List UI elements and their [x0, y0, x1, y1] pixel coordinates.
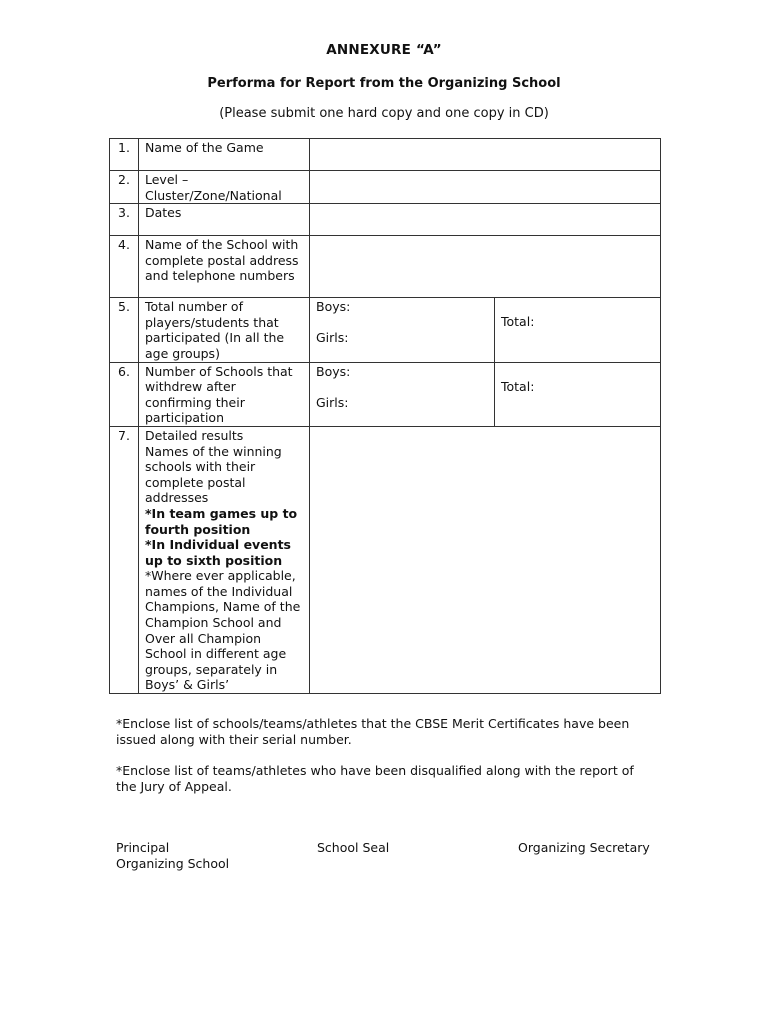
- results-winning-schools: Names of the winning schools with their complete postal addresses: [145, 443, 282, 506]
- girls-label: Girls:: [316, 394, 349, 410]
- annexure-title: ANNEXURE “A”: [326, 42, 442, 58]
- boys-label: Boys:: [316, 363, 351, 379]
- submission-instruction: (Please submit one hard copy and one copy in CD): [219, 106, 549, 121]
- results-heading: Detailed results: [145, 427, 244, 443]
- school-seal-label: School Seal: [317, 840, 390, 855]
- row-number: 6.: [110, 362, 139, 426]
- school-address-field[interactable]: [310, 236, 661, 298]
- organizing-school-label: Organizing School: [116, 856, 230, 871]
- row-number: 4.: [110, 236, 139, 298]
- table-row: [110, 426, 661, 693]
- principal-label: Principal: [116, 840, 170, 855]
- row-number: 7.: [110, 426, 139, 693]
- total-label: Total:: [501, 314, 535, 330]
- row-number: 1.: [110, 139, 139, 171]
- report-form-table: [109, 138, 661, 694]
- row-label-participants: Total number of players/students that participated (In all the age groups): [139, 298, 310, 362]
- results-individual-events: *In Individual events up to sixth position: [145, 537, 291, 568]
- participants-total-field[interactable]: [495, 298, 661, 362]
- row-label-game-name: Name of the Game: [139, 139, 310, 171]
- table-row: [110, 362, 661, 426]
- table-row: [110, 236, 661, 298]
- principal-signature: [116, 840, 229, 872]
- boys-label: Boys:: [316, 299, 351, 315]
- withdrawn-boys-girls-field[interactable]: [310, 362, 495, 426]
- row-number: 5.: [110, 298, 139, 362]
- girls-label: Girls:: [316, 330, 349, 346]
- row-number: 2.: [110, 171, 139, 204]
- detailed-results-field[interactable]: [310, 426, 661, 693]
- results-champions-note: *Where ever applicable, names of the Individual Champions, Name of the Champion School and Over all Champion School in different age groups, separately in Boys’ & Girls’: [145, 568, 301, 693]
- merit-certificate-note: *Enclose list of schools/teams/athletes that the CBSE Merit Certificates have been issued along with their serial number.: [116, 716, 630, 747]
- row-label-school-address: Name of the School with complete postal address and telephone numbers: [139, 236, 310, 298]
- table-row: [110, 298, 661, 362]
- table-row: [110, 139, 661, 171]
- dates-field[interactable]: [310, 204, 661, 236]
- row-label-level: Level – Cluster/Zone/National: [139, 171, 310, 204]
- total-label: Total:: [501, 378, 535, 394]
- level-field[interactable]: [310, 171, 661, 204]
- row-label-detailed-results: [139, 426, 310, 693]
- results-team-games: *In team games up to fourth position: [145, 505, 298, 537]
- organizing-secretary-label: Organizing Secretary: [518, 840, 650, 855]
- game-name-field[interactable]: [310, 139, 661, 171]
- form-subtitle: Performa for Report from the Organizing School: [207, 76, 561, 91]
- withdrawn-total-field[interactable]: [495, 362, 661, 426]
- row-label-dates: Dates: [139, 204, 310, 236]
- disqualified-note: *Enclose list of teams/athletes who have been disqualified along with the report of the Jury of Appeal.: [116, 763, 634, 794]
- table-row: [110, 171, 661, 204]
- row-label-withdrawn-schools: Number of Schools that withdrew after confirming their participation: [139, 362, 310, 426]
- table-row: [110, 204, 661, 236]
- row-number: 3.: [110, 204, 139, 236]
- participants-boys-girls-field[interactable]: [310, 298, 495, 362]
